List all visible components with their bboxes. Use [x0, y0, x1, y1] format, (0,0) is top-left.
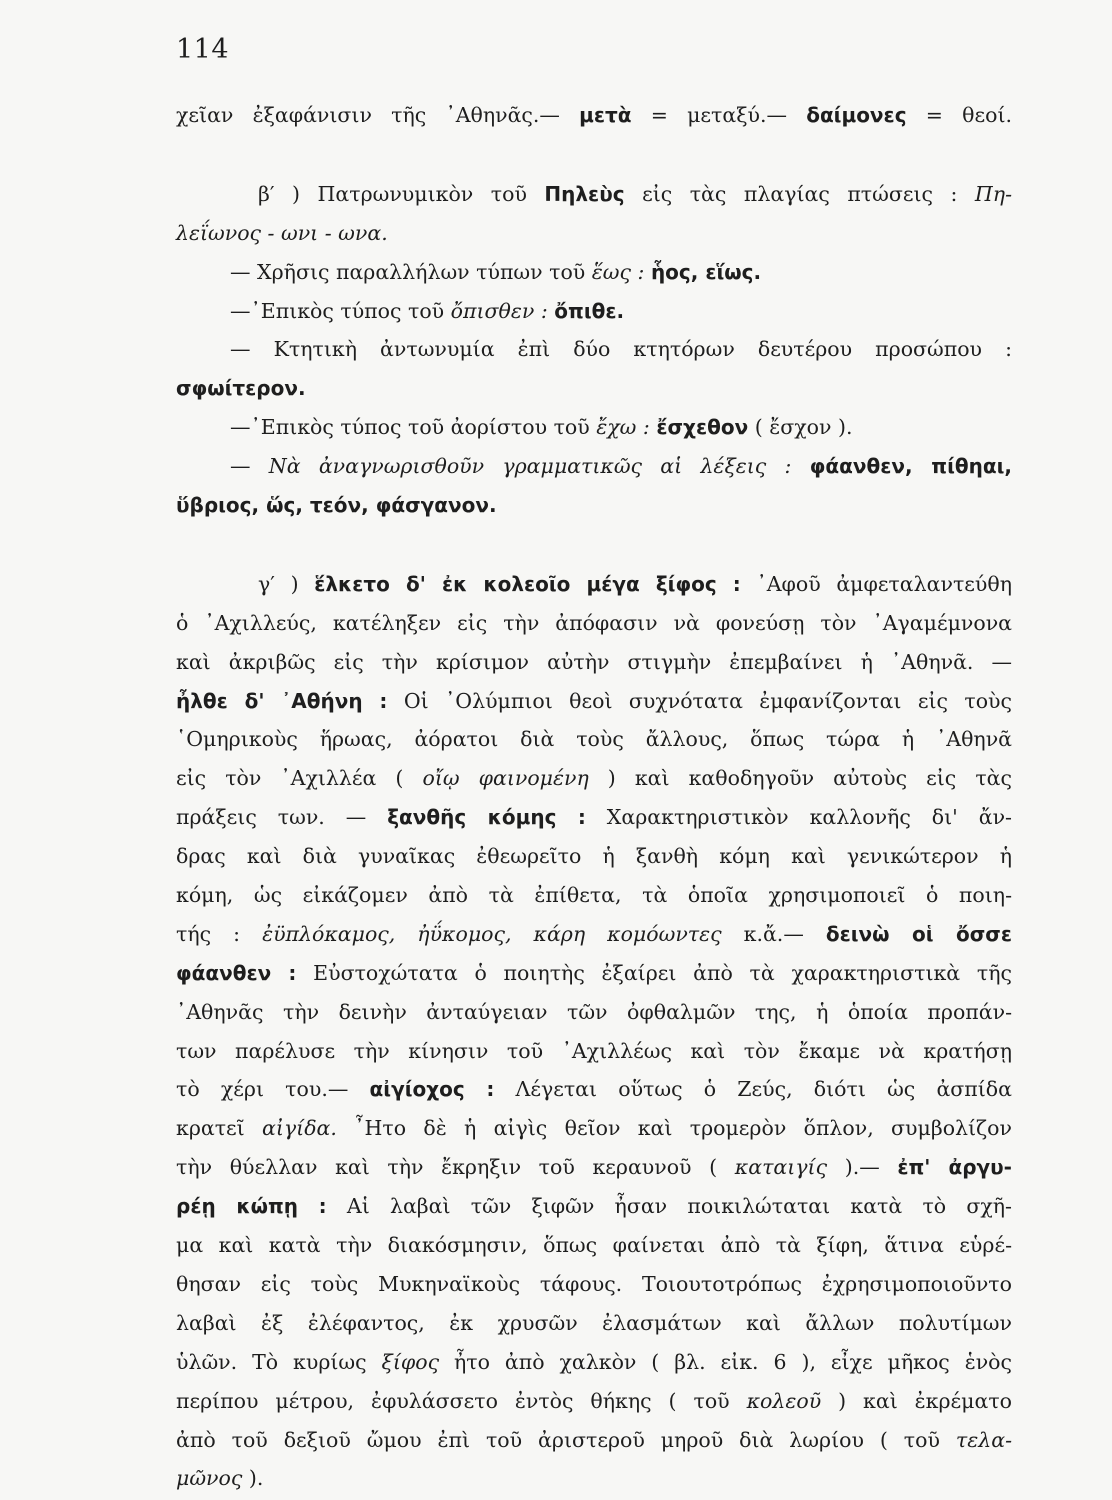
text-run: οἴῳ φαινομένη [422, 766, 589, 791]
text-run: ἕως : [591, 259, 645, 284]
text-run: λεΐωνος - ωνι - ωνα. [176, 220, 388, 245]
text-run: δεινὼ οἱ ὄσσε [825, 921, 1013, 946]
text-line-21 [176, 954, 1012, 993]
text-run: τὴν θύελλαν καὶ τὴν ἔκρηξιν τοῦ κεραυνοῦ ( [176, 1155, 735, 1180]
text-run: εἰς τὸν ᾿Αχιλλέα ( [176, 766, 423, 791]
text-run: ῏Ητο δὲ ἡ αἰγὶς θεῖον καὶ τρομερὸν ὅπλον, συμβολίζον [336, 1116, 1012, 1141]
text-line-18 [176, 837, 1012, 876]
text-line-30 [176, 1304, 1012, 1343]
text-line-28 [176, 1226, 1012, 1265]
text-run [791, 454, 809, 478]
text-line-02 [176, 175, 1012, 214]
text-run: μα καὶ κατὰ τὴν διακόσμησιν, ὅπως φαίνεται ἀπὸ τὰ ξίφη, ἅτινα εὑρέ- [176, 1233, 1012, 1258]
text-run: τελα- [955, 1427, 1012, 1452]
text-line-05 [176, 292, 1012, 331]
text-run: —᾿Επικὸς τύπος τοῦ [230, 298, 451, 323]
text-run: φάανθεν, πίθηαι, [809, 454, 1012, 479]
text-run: ( ἔσχον ). [748, 415, 853, 440]
text-run: Αἱ λαβαὶ τῶν ξιφῶν ἦσαν ποικιλώταται κατὰ τὸ σχῆ- [326, 1194, 1012, 1219]
text-run: θησαν εἰς τοὺς Μυκηναϊκοὺς τάφους. Τοιουτοτρόπως ἐχρησιμοποιοῦντο [176, 1271, 1012, 1296]
text-run: —᾿Επικὸς τύπος τοῦ ἀορίστου τοῦ [230, 415, 597, 440]
text-line-04 [176, 253, 1012, 292]
text-line-11 [176, 565, 1012, 604]
text-line-12 [176, 604, 1012, 643]
text-run: ).— [827, 1155, 898, 1180]
text-run: χεῖαν ἐξαφάνισιν τῆς ᾿Αθηνᾶς.— [176, 103, 580, 127]
text-run: Οἱ ᾿Ολύμπιοι θεοὶ συχνότατα ἐμφανίζονται εἰς τοὺς [387, 688, 1012, 713]
text-run: Πη- [974, 181, 1012, 206]
text-line-08 [176, 408, 1012, 447]
text-line-32 [176, 1382, 1012, 1421]
text-line-26 [176, 1148, 1012, 1187]
text-line-23 [176, 1032, 1012, 1071]
text-run: περίπου μέτρου, ἐφυλάσσετο ἐντὸς θήκης ( τοῦ [176, 1388, 747, 1413]
text-run: τής : [176, 921, 263, 946]
text-run: ᾿Αθηνᾶς τὴν δεινὴν ἀνταύγειαν τῶν ὀφθαλμῶν της, ἡ ὁποία προπάν- [176, 999, 1012, 1024]
text-run: κρατεῖ [176, 1116, 263, 1141]
text-line-27 [176, 1187, 1012, 1226]
text-run: ἀπὸ τοῦ δεξιοῦ ὤμου ἐπὶ τοῦ ἀριστεροῦ μηροῦ διὰ λωρίου ( τοῦ [176, 1427, 956, 1452]
text-run: — Κτητικὴ ἀντωνυμία ἐπὶ δύο κτητόρων δευτέρου προσώπου : [230, 337, 1012, 362]
text-run: ξανθῆς κόμης : [387, 805, 586, 830]
text-run: ὑλῶν. Τὸ κυρίως [176, 1349, 382, 1374]
text-run: Εὐστοχώτατα ὁ ποιητὴς ἐξαίρει ἀπὸ τὰ χαρακτηριστικὰ τῆς [296, 960, 1012, 985]
text-run: ὁ ᾿Αχιλλεύς, κατέληξεν εἰς τὴν ἀπόφασιν νὰ φονεύσῃ τὸν ᾿Αγαμέμνονα [176, 610, 1012, 635]
text-line-20 [176, 915, 1012, 954]
text-line-29 [176, 1265, 1012, 1304]
text-run: = θεοί. [906, 103, 1012, 127]
text-run: δρας καὶ διὰ γυναῖκας ἐθεωρεῖτο ἡ ξανθὴ κόμη καὶ γενικώτερον ἡ [176, 844, 1012, 869]
text-line-14 [176, 682, 1012, 721]
text-line-19 [176, 876, 1012, 915]
text-run: ἦλθε δ' ᾿Αθήνη : [176, 688, 388, 713]
text-line-33 [176, 1421, 1012, 1460]
body-text [176, 96, 1012, 1498]
text-line-15 [176, 720, 1012, 759]
text-run: σφωίτερον. [176, 376, 306, 401]
text-run: ξίφος [381, 1349, 440, 1374]
text-run: Λέγεται οὕτως ὁ Ζεύς, διότι ὡς ἀσπίδα [494, 1077, 1012, 1102]
text-run: αἰγίδα. [262, 1116, 337, 1141]
text-run: μετὰ [579, 103, 632, 127]
text-run: Νὰ ἀναγνωρισθοῦν γραμματικῶς αἱ λέξεις : [268, 454, 792, 479]
text-line-22 [176, 993, 1012, 1032]
page-number: 114 [176, 34, 230, 65]
text-run: ῾Ομηρικοὺς ἥρωας, ἀόρατοι διὰ τοὺς ἄλλους, ὅπως τώρα ἡ ᾿Αθηνᾶ [176, 727, 1012, 752]
text-line-16 [176, 759, 1012, 798]
text-run: κ.ἄ.— [721, 921, 826, 946]
text-run: Πηλεὺς [544, 181, 625, 206]
text-run: των παρέλυσε τὴν κίνησιν τοῦ ᾿Αχιλλέως καὶ τὸν ἔκαμε νὰ κρατήσῃ [176, 1038, 1012, 1063]
text-line-25 [176, 1109, 1012, 1148]
text-line-03 [176, 214, 1012, 253]
text-run: καὶ ἀκριβῶς εἰς τὴν κρίσιμον αὐτὴν στιγμὴν ἐπεμβαίνει ἡ ᾿Αθηνᾶ. — [176, 649, 1012, 674]
text-line-17 [176, 798, 1012, 837]
text-run: κολεοῦ [746, 1388, 822, 1413]
text-run: ). [242, 1466, 264, 1491]
text-line-06 [176, 330, 1012, 369]
text-run: — [230, 454, 269, 479]
text-run: μῶνος [176, 1466, 243, 1491]
text-run: ἐπ' ἀργυ- [897, 1155, 1012, 1180]
text-run: λαβαὶ ἐξ ἐλέφαντος, ἐκ χρυσῶν ἐλασμάτων καὶ ἄλλων πολυτίμων [176, 1310, 1012, 1335]
text-line-31 [176, 1343, 1012, 1382]
text-run: πράξεις των. — [176, 805, 388, 830]
text-run: ) καὶ ἐκρέματο [821, 1388, 1012, 1413]
text-run: ὄπιθε. [554, 298, 625, 323]
text-line-13 [176, 643, 1012, 682]
text-run: ρέῃ κώπῃ : [176, 1194, 327, 1219]
text-run: εἰς τὰς πλαγίας πτώσεις : [624, 181, 975, 206]
text-line-09 [176, 447, 1012, 486]
text-run: ἔσχεθον [656, 415, 749, 440]
text-run: ὄπισθεν : [450, 298, 548, 323]
text-line-34 [176, 1459, 1012, 1498]
text-run: κόμη, ὡς εἰκάζομεν ἀπὸ τὰ ἐπίθετα, τὰ ὁποῖα χρησιμοποιεῖ ὁ ποιη- [176, 883, 1012, 908]
text-run: γ′ ) [258, 571, 315, 596]
text-run: ἦτο ἀπὸ χαλκὸν ( βλ. εἰκ. 6 ), εἶχε μῆκος ἑνὸς [439, 1349, 1012, 1374]
text-run: ᾿Αφοῦ ἀμφεταλαντεύθη [740, 571, 1013, 596]
text-run: ὕβριος, ὥς, τεόν, φάσγανον. [176, 493, 497, 518]
text-run: αἰγίοχος : [369, 1077, 495, 1102]
text-run: φάανθεν : [176, 960, 297, 985]
text-run: Χαρακτηριστικὸν καλλονῆς δι' ἄν- [585, 805, 1012, 830]
text-run: δαίμονες [806, 103, 907, 127]
text-run: — Χρῆσις παραλλήλων τύπων τοῦ [230, 259, 592, 284]
text-run: ἔχω : [596, 415, 650, 440]
text-run: ) καὶ καθοδηγοῦν αὐτοὺς εἰς τὰς [588, 766, 1012, 791]
text-run: ἐϋπλόκαμος, ἠΰκομος, κάρη κομόωντες [262, 921, 722, 946]
text-line-07 [176, 369, 1012, 408]
text-run: β′ ) Πατρωνυμικὸν τοῦ [258, 181, 545, 206]
text-line-24 [176, 1070, 1012, 1109]
text-run: καταιγίς [734, 1155, 828, 1180]
text-line-10 [176, 486, 1012, 525]
text-run: ἧος, εἵως. [650, 259, 762, 284]
text-run: ἕλκετο δ' ἐκ κολεοῖο μέγα ξίφος : [314, 571, 741, 596]
text-line-01 [176, 96, 1012, 135]
text-run: τὸ χέρι του.— [176, 1077, 370, 1102]
text-run: = μεταξύ.— [631, 103, 807, 127]
